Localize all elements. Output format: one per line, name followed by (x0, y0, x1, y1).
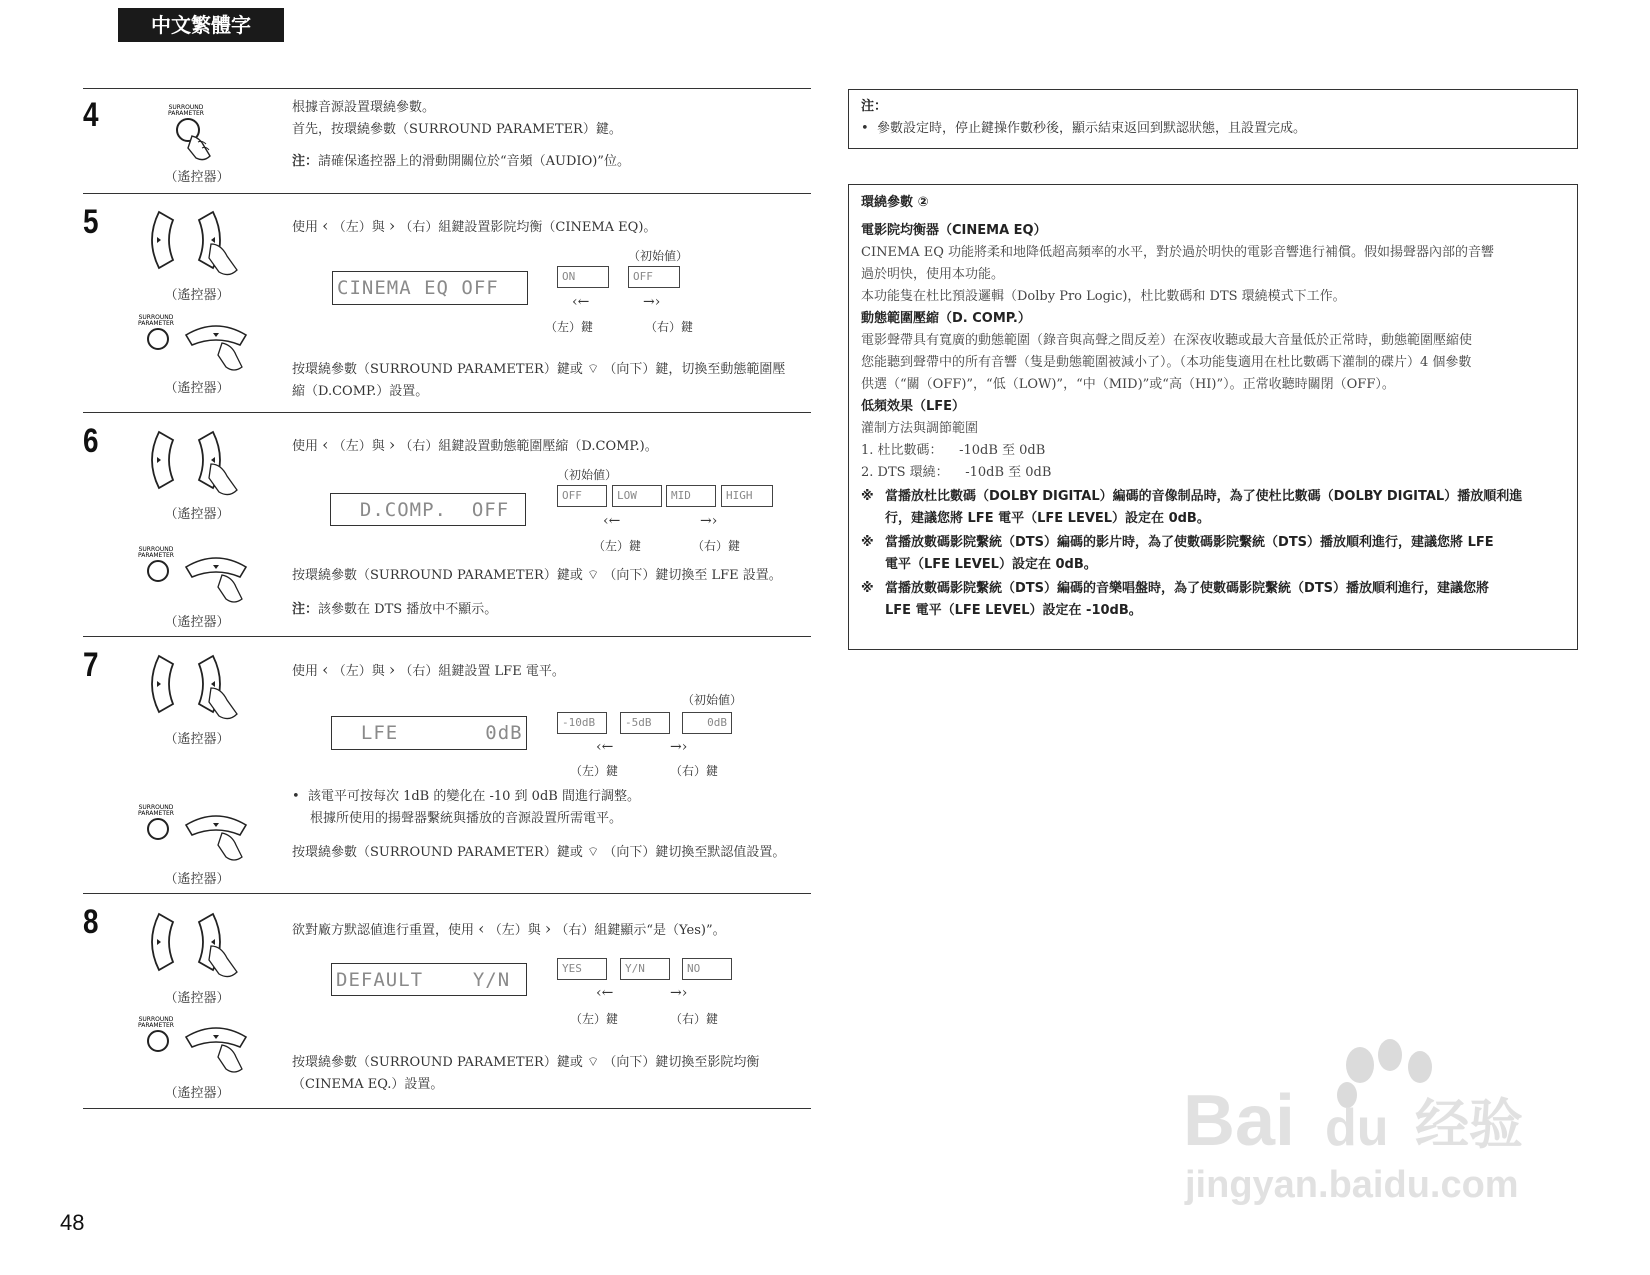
reference-mark: ※ (861, 581, 874, 596)
remote-caption: （遙控器） (164, 732, 230, 747)
option-box: OFF (628, 266, 680, 288)
note-text: 注：請確保遙控器上的滑動開關位於“音頻（AUDIO)”位。 (292, 154, 630, 169)
warning-line: 當播放杜比數碼（DOLBY DIGITAL）編碼的音像制品時，為了使杜比數碼（DOLBY DIGITAL）播放順利進 (885, 489, 1523, 504)
option-box: 0dB (682, 712, 732, 734)
right-arrow-icon: →› (700, 513, 718, 529)
svg-text:PARAMETER: PARAMETER (138, 552, 174, 559)
down-key-icon: ⌔ (587, 362, 600, 377)
lcd-display: DEFAULT Y/N (331, 963, 527, 996)
right-key-label: （右）鍵 (670, 1012, 719, 1026)
svg-text:经验: 经验 (1415, 1093, 1523, 1156)
left-key-icon: ‹ (322, 660, 329, 679)
surround-down-button-icon (136, 545, 256, 611)
dcomp-heading: 動態範圍壓縮（D. COMP.） (861, 311, 1031, 326)
warning-line: 電平（LFE LEVEL）設定在 0dB。 (885, 557, 1097, 572)
remote-caption: （遙控器） (164, 615, 230, 630)
remote-caption: （遙控器） (164, 170, 230, 185)
surround-parameters-box (848, 184, 1578, 650)
right-key-icon: › (544, 919, 552, 938)
warning-line: 當播放數碼影院繫統（DTS）編碼的影片時，為了使數碼影院繫統（DTS）播放順利進行，建議您將 LFE (885, 535, 1494, 550)
paragraph-line: CINEMA EQ 功能將柔和地降低超高頻率的水平，對於過於明快的電影音響進行補償。假如揚聲器內部的音響 (861, 245, 1495, 260)
lcd-display: CINEMA EQ OFF (332, 271, 528, 305)
lcd-display: D.COMP. OFF (330, 493, 526, 526)
warning-line: LFE 電平（LFE LEVEL）設定在 -10dB。 (885, 603, 1142, 618)
svg-text:Bai: Bai (1183, 1081, 1296, 1161)
note-text: • 參數設定時，停止鍵操作數秒後，顯示結束返回到默認狀態，且設置完成。 (861, 121, 1306, 136)
left-right-buttons-icon (145, 910, 255, 986)
instruction-text: （CINEMA EQ.）設置。 (292, 1077, 444, 1092)
left-key-label: （左）鍵 (570, 1012, 619, 1026)
right-key-label: （右）鍵 (670, 764, 719, 778)
divider (83, 636, 811, 637)
paragraph-line: 2. DTS 環繞： -10dB 至 0dB (861, 465, 1052, 480)
svg-text:du: du (1325, 1099, 1389, 1157)
remote-caption: （遙控器） (164, 991, 230, 1006)
initial-value-label: （初始値） (682, 693, 743, 707)
baidu-watermark (1175, 1025, 1565, 1215)
instruction-text: 按環繞參數（SURROUND PARAMETER）鍵或 ⌔ （向下）鍵切換至默認值設置。 (292, 845, 786, 860)
svg-text:PARAMETER: PARAMETER (168, 110, 204, 117)
option-box: Y/N (620, 958, 670, 980)
left-key-icon: ‹ (322, 216, 329, 235)
divider (83, 893, 811, 894)
left-key-icon: ‹ (322, 435, 329, 454)
language-tab: 中文繁體字 (118, 8, 284, 42)
instruction-text: 使用 ‹ （左）與 › （右）組鍵設置動態範圍壓縮（D.COMP.)。 (292, 435, 658, 454)
right-arrow-icon: →› (670, 739, 688, 755)
box-title: 環繞參數 ② (861, 195, 929, 210)
instruction-text: 縮（D.COMP.）設置。 (292, 384, 429, 399)
left-arrow-icon: ‹← (596, 985, 614, 1001)
down-key-icon: ⌔ (587, 568, 600, 583)
divider (83, 412, 811, 413)
down-key-icon: ⌔ (587, 1055, 600, 1070)
paragraph-line: 您能聽到聲帶中的所有音響（隻是動態範圍被減小了）。（本功能隻適用在杜比數碼下灌制的碟片）4 個參數 (861, 355, 1472, 370)
left-arrow-icon: ‹← (596, 739, 614, 755)
svg-text:SURROUND: SURROUND (138, 314, 174, 321)
right-key-icon: › (388, 660, 396, 679)
instruction-text: 使用 ‹ （左）與 › （右）組鍵設置 LFE 電平。 (292, 660, 565, 679)
instruction-text: 欲對廠方默認値進行重置，使用 ‹ （左）與 › （右）組鍵顯示“是（Yes)”。 (292, 919, 726, 938)
step-number: 6 (83, 422, 99, 460)
note-label: 注： (861, 99, 888, 114)
instruction-text: 使用 ‹ （左）與 › （右）組鍵設置影院均衡（CINEMA EQ)。 (292, 216, 657, 235)
page-number: 48 (60, 1210, 85, 1235)
option-box: LOW (612, 485, 662, 507)
paragraph-line: 灌制方法與調節範圍 (861, 421, 979, 436)
cinema-eq-heading: 電影院均衡器（CINEMA EQ） (861, 223, 1047, 238)
reference-mark: ※ (861, 489, 874, 504)
step-number: 7 (83, 646, 99, 684)
svg-text:PARAMETER: PARAMETER (138, 320, 174, 327)
left-key-icon: ‹ (478, 919, 485, 938)
surround-parameter-button-icon (162, 102, 232, 168)
svg-text:PARAMETER: PARAMETER (138, 1022, 174, 1029)
initial-value-label: （初始値） (628, 249, 689, 263)
step-number: 4 (83, 96, 99, 134)
divider (83, 193, 811, 194)
option-box: NO (682, 958, 732, 980)
remote-caption: （遙控器） (164, 1086, 230, 1101)
left-arrow-icon: ‹← (603, 513, 621, 529)
left-key-label: （左）鍵 (570, 764, 619, 778)
remote-caption: （遙控器） (164, 872, 230, 887)
remote-caption: （遙控器） (164, 507, 230, 522)
right-key-label: （右）鍵 (692, 539, 741, 553)
left-right-buttons-icon (145, 652, 255, 728)
step-number: 8 (83, 903, 99, 941)
option-box: -10dB (557, 712, 607, 734)
divider (83, 88, 811, 89)
warning-line: 當播放數碼影院繫統（DTS）編碼的音樂唱盤時，為了使數碼影院繫統（DTS）播放順利進行，建議您將 (885, 581, 1490, 596)
instruction-text: 按環繞參數（SURROUND PARAMETER）鍵或 ⌔ （向下）鍵切換至 LFE 設置。 (292, 568, 782, 583)
option-box: YES (557, 958, 607, 980)
instruction-text: 根據音源設置環繞參數。 (292, 100, 436, 115)
right-key-icon: › (388, 435, 396, 454)
svg-text:SURROUND: SURROUND (138, 804, 174, 811)
down-key-icon: ⌔ (587, 845, 600, 860)
left-key-label: （左）鍵 (593, 539, 642, 553)
remote-caption: （遙控器） (164, 381, 230, 396)
surround-down-button-icon (136, 803, 256, 869)
left-right-buttons-icon (145, 208, 255, 284)
option-box: OFF (557, 485, 607, 507)
svg-text:PARAMETER: PARAMETER (138, 810, 174, 817)
left-arrow-icon: ‹← (572, 294, 590, 310)
svg-text:SURROUND: SURROUND (138, 1016, 174, 1023)
lfe-heading: 低頻效果（LFE） (861, 399, 966, 414)
lcd-display: LFE 0dB (331, 716, 527, 750)
right-arrow-icon: →› (643, 294, 661, 310)
remote-caption: （遙控器） (164, 288, 230, 303)
svg-text:SURROUND: SURROUND (168, 104, 204, 111)
note-box (848, 89, 1578, 149)
initial-value-label: （初始値） (557, 468, 618, 482)
paragraph-line: 供選（“關（OFF)”，“低（LOW)”，“中（MID)”或“高（HI)”）。正常收聽時關閉（OFF）。 (861, 377, 1395, 392)
right-key-icon: › (388, 216, 396, 235)
svg-text:jingyan.baidu.com: jingyan.baidu.com (1185, 1164, 1519, 1206)
paragraph-line: 本功能隻在杜比預設邏輯（Dolby Pro Logic)，杜比數碼和 DTS 環繞模式下工作。 (861, 289, 1346, 304)
option-box: -5dB (620, 712, 670, 734)
instruction-text: 按環繞參數（SURROUND PARAMETER）鍵或 ⌔ （向下）鍵，切換至動態範圍壓 (292, 362, 786, 377)
paragraph-line: 1. 杜比數碼： -10dB 至 0dB (861, 443, 1046, 458)
step-number: 5 (83, 203, 99, 241)
option-box: ON (557, 266, 609, 288)
note-text: 注：該參數在 DTS 播放中不顯示。 (292, 602, 498, 617)
divider (83, 1108, 811, 1109)
instruction-text: 按環繞參數（SURROUND PARAMETER）鍵或 ⌔ （向下）鍵切換至影院均衡 (292, 1055, 760, 1070)
bullet-text: 根據所使用的揚聲器繫統與播放的音源設置所需電平。 (310, 811, 623, 826)
reference-mark: ※ (861, 535, 874, 550)
warning-line: 行，建議您將 LFE 電平（LFE LEVEL）設定在 0dB。 (885, 511, 1210, 526)
left-key-label: （左）鍵 (545, 320, 594, 334)
surround-down-button-icon (136, 1015, 256, 1081)
option-box: HIGH (721, 485, 773, 507)
right-key-label: （右）鍵 (645, 320, 694, 334)
bullet-text: • 該電平可按每次 1dB 的變化在 -10 到 0dB 間進行調整。 (292, 789, 640, 804)
paragraph-line: 過於明快，使用本功能。 (861, 267, 1005, 282)
right-arrow-icon: →› (670, 985, 688, 1001)
svg-text:SURROUND: SURROUND (138, 546, 174, 553)
left-right-buttons-icon (145, 428, 255, 504)
instruction-text: 首先，按環繞參數（SURROUND PARAMETER）鍵。 (292, 122, 622, 137)
option-box: MID (666, 485, 716, 507)
paragraph-line: 電影聲帶具有寬廣的動態範圍（錄音與高聲之間反差）在深夜收聽或最大音量低於正常時，動態範圍壓縮使 (861, 333, 1473, 348)
surround-down-button-icon (136, 313, 256, 379)
